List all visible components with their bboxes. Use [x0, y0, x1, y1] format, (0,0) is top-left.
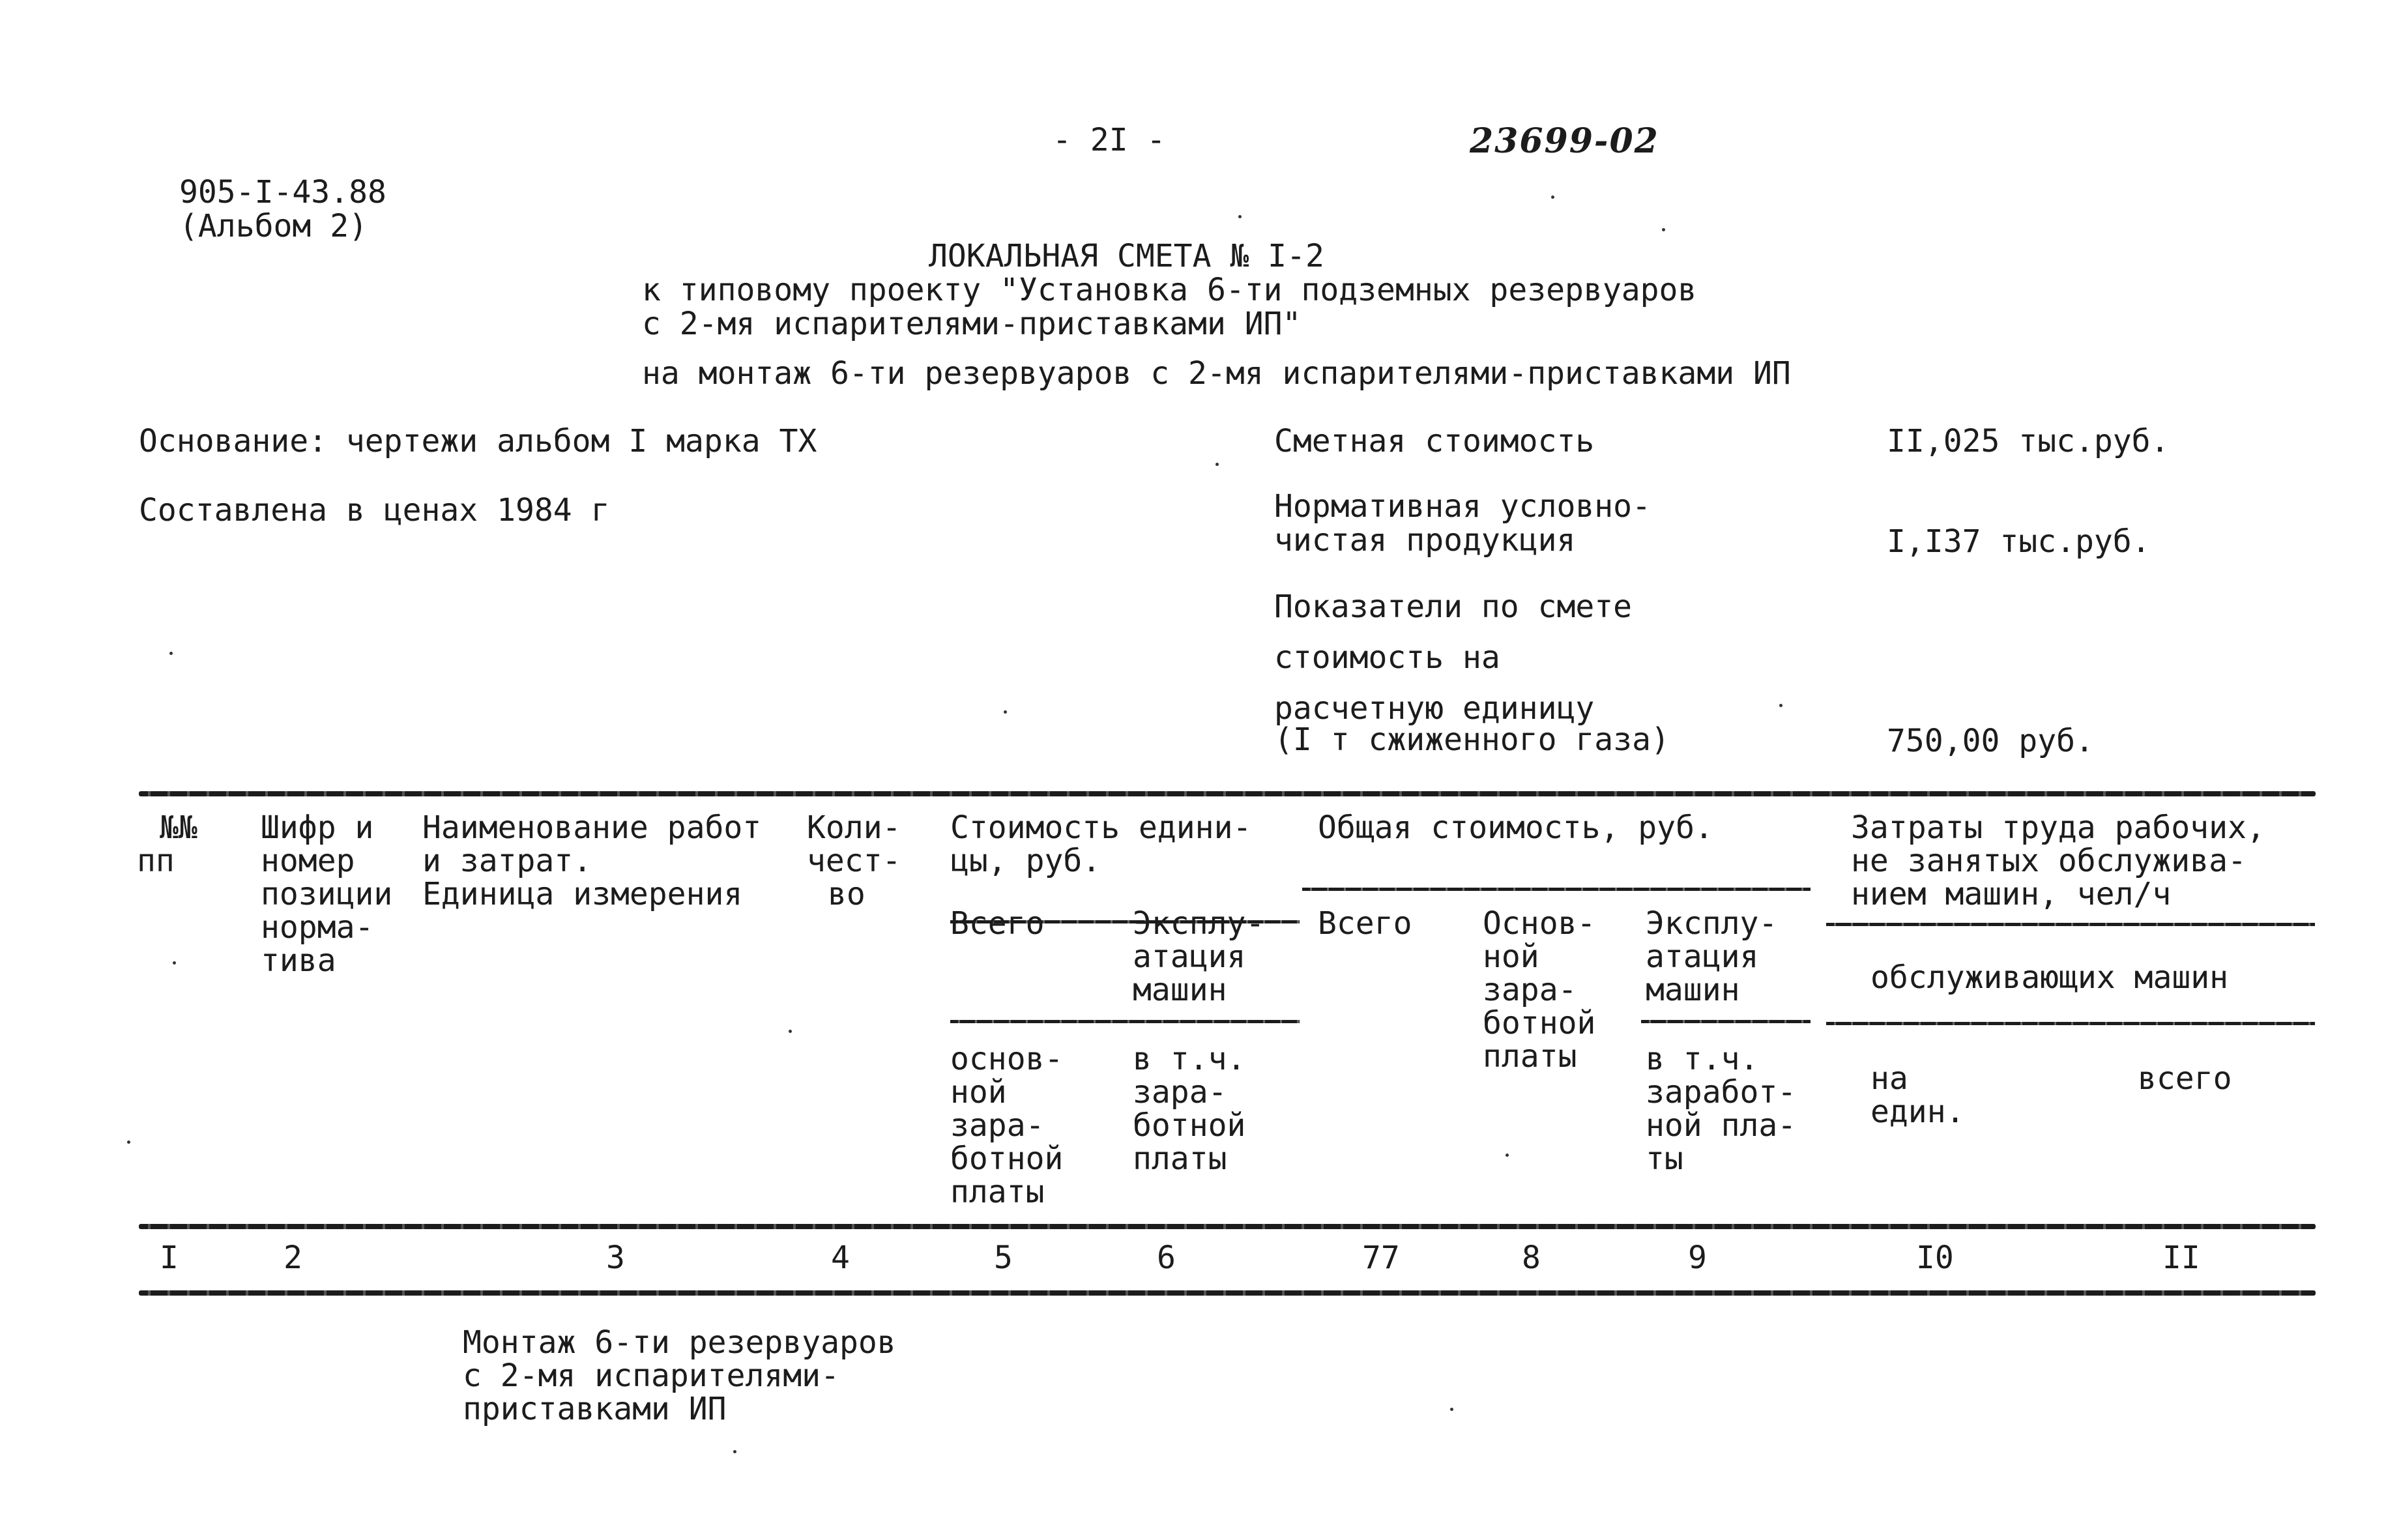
column-number-3: 3	[606, 1240, 625, 1276]
col-code-header-2: номер	[261, 843, 355, 879]
col-name-header-3: Единица измерения	[422, 876, 743, 912]
page-number: - 2I -	[1053, 122, 1166, 158]
labor-total-header: всего	[2138, 1060, 2232, 1097]
unit-incl-header-1: в т.ч.	[1133, 1041, 1246, 1077]
column-number-2: 2	[284, 1240, 302, 1276]
prices-text: Составлена в ценах 1984 г	[139, 492, 610, 529]
normative-value: I,I37 тыс.руб.	[1887, 523, 2151, 560]
unit-basic-header-5: платы	[950, 1174, 1045, 1210]
total-all-header: Всего	[1318, 905, 1412, 942]
col-name-header-2: и затрат.	[422, 843, 592, 879]
total-incl-header-3: ной пла-	[1646, 1107, 1797, 1144]
scan-speck	[127, 1140, 130, 1144]
header-bottom-rule	[139, 1224, 2316, 1229]
scan-speck	[1662, 228, 1665, 231]
unit-cost-rule-2	[950, 1020, 1300, 1023]
scan-speck	[1238, 215, 1242, 218]
document-code: 23699-02	[1470, 121, 1659, 161]
unit-basic-header-4: ботной	[950, 1140, 1064, 1177]
total-basic-header-4: ботной	[1483, 1005, 1596, 1041]
total-incl-header-4: ты	[1646, 1140, 1683, 1177]
column-number-6: 6	[1157, 1240, 1176, 1276]
total-incl-header-1: в т.ч.	[1646, 1041, 1759, 1077]
unit-cost-header-1: Стоимость едини-	[950, 809, 1252, 846]
column-number-11: II	[2162, 1240, 2200, 1276]
basis-text: Основание: чертежи альбом I марка ТХ	[139, 423, 817, 459]
scan-speck	[169, 652, 173, 655]
column-number-1: I	[160, 1240, 179, 1276]
labor-header-1: Затраты труда рабочих,	[1851, 809, 2265, 846]
unit-cost-header-2: цы, руб.	[950, 843, 1101, 879]
title-line-2: к типовому проекту "Установка 6-ти подземных резервуаров	[642, 272, 1697, 308]
section-title-1: Монтаж 6-ти резервуаров	[463, 1324, 896, 1361]
unit-incl-header-2: зара-	[1133, 1074, 1227, 1111]
scan-speck	[1215, 463, 1219, 466]
column-number-4: 4	[831, 1240, 850, 1276]
unit-incl-header-3: ботной	[1133, 1107, 1246, 1144]
scan-speck	[1450, 1408, 1453, 1411]
unit-total-header: Всего	[950, 905, 1045, 942]
numbers-bottom-rule	[139, 1290, 2316, 1296]
col-qty-header-3: во	[828, 876, 866, 912]
total-basic-header-2: ной	[1483, 938, 1539, 975]
indicators-value: 750,00 руб.	[1887, 723, 2094, 759]
column-number-5: 5	[994, 1240, 1013, 1276]
col-code-header-5: тива	[261, 942, 336, 979]
unit-incl-header-4: платы	[1133, 1140, 1227, 1177]
labor-header-3: нием машин, чел/ч	[1851, 876, 2172, 912]
column-number-10: I0	[1916, 1240, 1954, 1276]
col-number-header-1: №№	[160, 809, 197, 846]
column-number-7: 77	[1362, 1240, 1400, 1276]
scan-speck	[1779, 704, 1782, 707]
col-name-header-1: Наименование работ	[422, 809, 762, 846]
labor-per-unit-header-2: един.	[1870, 1094, 1965, 1130]
section-title-2: с 2-мя испарителями-	[463, 1358, 839, 1394]
total-cost-header: Общая стоимость, руб.	[1318, 809, 1713, 846]
indicators-label-2: стоимость на	[1274, 639, 1500, 676]
scan-speck	[1004, 710, 1007, 714]
total-cost-rule-2	[1641, 1020, 1811, 1023]
estimated-cost-label: Сметная стоимость	[1274, 423, 1595, 459]
scan-speck	[173, 961, 176, 965]
labor-header-2: не занятых обслужива-	[1851, 843, 2247, 879]
total-incl-header-2: заработ-	[1646, 1074, 1797, 1111]
total-exploit-header-2: атация	[1646, 938, 1759, 975]
unit-basic-header-3: зара-	[950, 1107, 1045, 1144]
title-line-4: на монтаж 6-ти резервуаров с 2-мя испарителями-приставками ИП	[642, 355, 1791, 392]
total-basic-header-5: платы	[1483, 1038, 1577, 1075]
col-number-header-2: пп	[137, 843, 175, 879]
scan-speck	[1551, 196, 1554, 199]
indicators-label-4: (I т сжиженного газа)	[1274, 721, 1670, 758]
scan-speck	[733, 1450, 736, 1453]
labor-per-unit-header-1: на	[1870, 1060, 1908, 1097]
total-exploit-header-1: Эксплу-	[1646, 905, 1778, 942]
table-top-rule	[139, 791, 2316, 796]
col-qty-header-2: чест-	[807, 843, 901, 879]
scan-speck	[789, 1030, 792, 1033]
labor-machines-header: обслуживающих машин	[1870, 959, 2229, 996]
labor-rule-2	[1826, 1022, 2315, 1025]
unit-basic-header-2: ной	[950, 1074, 1007, 1111]
column-number-8: 8	[1522, 1240, 1541, 1276]
labor-rule-1	[1826, 923, 2315, 926]
unit-exploit-header-1: Эксплу-	[1133, 905, 1265, 942]
indicators-label-3: расчетную единицу	[1274, 690, 1595, 727]
column-number-9: 9	[1688, 1240, 1707, 1276]
normative-label-2: чистая продукция	[1274, 522, 1576, 559]
album-label: (Альбом 2)	[179, 208, 368, 244]
estimated-cost-value: II,025 тыс.руб.	[1887, 423, 2170, 459]
total-exploit-header-3: машин	[1646, 972, 1740, 1008]
total-basic-header-3: зара-	[1483, 972, 1577, 1008]
estimate-title: ЛОКАЛЬНАЯ СМЕТА № I-2	[929, 238, 1324, 274]
normative-label-1: Нормативная условно-	[1274, 488, 1651, 525]
indicators-label-1: Показатели по смете	[1274, 588, 1633, 625]
title-line-3: с 2-мя испарителями-приставками ИП"	[642, 306, 1302, 342]
col-code-header-3: позиции	[261, 876, 393, 912]
total-cost-rule	[1302, 888, 1811, 891]
total-basic-header-1: Основ-	[1483, 905, 1596, 942]
unit-basic-header-1: основ-	[950, 1041, 1064, 1077]
col-code-header-4: норма-	[261, 909, 374, 946]
col-qty-header-1: Коли-	[807, 809, 901, 846]
section-title-3: приставками ИП	[463, 1391, 727, 1427]
scan-speck	[1506, 1154, 1509, 1157]
col-code-header-1: Шифр и	[261, 809, 374, 846]
series-code: 905-I-43.88	[179, 174, 386, 211]
unit-exploit-header-2: атация	[1133, 938, 1246, 975]
unit-exploit-header-3: машин	[1133, 972, 1227, 1008]
